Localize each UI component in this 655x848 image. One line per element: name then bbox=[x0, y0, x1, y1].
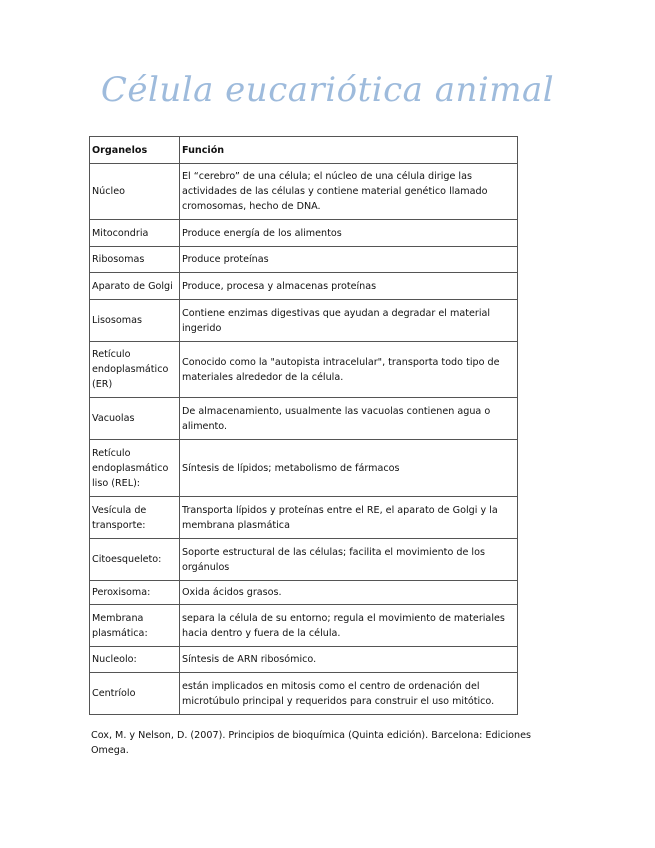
table-row bbox=[90, 581, 518, 605]
organelles-table bbox=[89, 136, 518, 715]
organelle-name: Nucleolo: bbox=[90, 647, 180, 673]
table-row bbox=[90, 673, 518, 715]
organelle-name: Peroxisoma: bbox=[90, 581, 180, 605]
header-funcion: Función bbox=[180, 137, 518, 164]
table-row bbox=[90, 164, 518, 220]
organelle-function: Síntesis de lípidos; metabolismo de fármacos bbox=[180, 440, 518, 497]
organelle-name: Vacuolas bbox=[90, 398, 180, 440]
organelle-name: Citoesqueleto: bbox=[90, 539, 180, 581]
table-row bbox=[90, 647, 518, 673]
organelle-function: separa la célula de su entorno; regula el movimiento de materiales hacia dentro y fuera de la célula. bbox=[180, 605, 518, 647]
organelle-function: Produce proteínas bbox=[180, 247, 518, 273]
table-row bbox=[90, 497, 518, 539]
organelle-name: Lisosomas bbox=[90, 300, 180, 342]
organelle-name: Ribosomas bbox=[90, 247, 180, 273]
header-organelos: Organelos bbox=[90, 137, 180, 164]
organelle-name: Membrana plasmática: bbox=[90, 605, 180, 647]
organelle-function: están implicados en mitosis como el centro de ordenación del microtúbulo principal y requeridos para construir el uso mitótico. bbox=[180, 673, 518, 715]
table-row bbox=[90, 247, 518, 273]
organelle-name: Núcleo bbox=[90, 164, 180, 220]
organelle-function: Síntesis de ARN ribosómico. bbox=[180, 647, 518, 673]
organelle-function: Contiene enzimas digestivas que ayudan a degradar el material ingerido bbox=[180, 300, 518, 342]
bibliographic-reference: Cox, M. y Nelson, D. (2007). Principios de bioquímica (Quinta edición). Barcelona: Ediciones Omega. bbox=[91, 730, 532, 756]
organelle-function: De almacenamiento, usualmente las vacuolas contienen agua o alimento. bbox=[180, 398, 518, 440]
table-header-row bbox=[90, 137, 518, 164]
organelle-name: Retículo endoplasmático liso (REL): bbox=[90, 440, 180, 497]
organelle-function: Soporte estructural de las células; facilita el movimiento de los orgánulos bbox=[180, 539, 518, 581]
table-row bbox=[90, 398, 518, 440]
organelle-name: Aparato de Golgi bbox=[90, 273, 180, 300]
organelle-function: Transporta lípidos y proteínas entre el RE, el aparato de Golgi y la membrana plasmática bbox=[180, 497, 518, 539]
page-title: Célula eucariótica animal bbox=[100, 70, 555, 110]
table-row bbox=[90, 605, 518, 647]
table-row bbox=[90, 273, 518, 300]
organelle-function: Produce, procesa y almacenas proteínas bbox=[180, 273, 518, 300]
table-row bbox=[90, 300, 518, 342]
table-row bbox=[90, 539, 518, 581]
organelle-name: Centríolo bbox=[90, 673, 180, 715]
table-row bbox=[90, 220, 518, 247]
organelle-function: Conocido como la "autopista intracelular", transporta todo tipo de materiales alrededor de la célula. bbox=[180, 342, 518, 398]
table-row bbox=[90, 440, 518, 497]
organelle-name: Vesícula de transporte: bbox=[90, 497, 180, 539]
organelle-function: Produce energía de los alimentos bbox=[180, 220, 518, 247]
organelle-function: Oxida ácidos grasos. bbox=[180, 581, 518, 605]
table-row bbox=[90, 342, 518, 398]
organelle-name: Retículo endoplasmático (ER) bbox=[90, 342, 180, 398]
organelle-name: Mitocondria bbox=[90, 220, 180, 247]
organelle-function: El “cerebro” de una célula; el núcleo de una célula dirige las actividades de las células y contiene material genético llamado cromosomas, hecho de DNA. bbox=[180, 164, 518, 220]
